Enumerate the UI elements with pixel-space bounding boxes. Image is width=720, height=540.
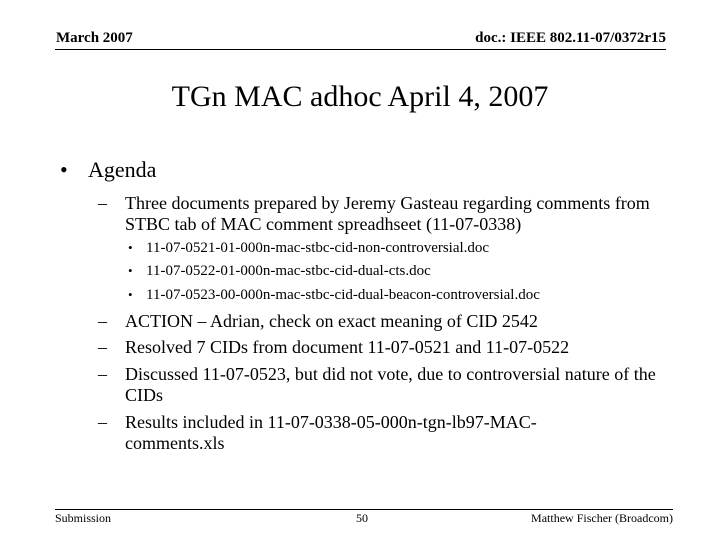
agenda-item-text: ACTION – Adrian, check on exact meaning of CID 2542 xyxy=(125,311,538,331)
header-divider xyxy=(55,49,666,50)
bullet-icon: • xyxy=(128,287,133,302)
slide-title: TGn MAC adhoc April 4, 2007 xyxy=(171,80,549,113)
footer-submission: Submission xyxy=(55,511,112,525)
dash-icon: – xyxy=(98,311,107,331)
agenda-item-text: Resolved 7 CIDs from document 11-07-0521 and 11-07-0522 xyxy=(125,337,570,357)
agenda-item-text: Discussed 11-07-0523, but did not vote, due to controversial nature of the CIDs xyxy=(125,364,656,405)
bullet-icon: • xyxy=(128,263,133,278)
dash-icon: – xyxy=(98,364,107,384)
header-date: March 2007 xyxy=(56,30,133,46)
page-number: 50 xyxy=(356,511,368,525)
dash-icon: – xyxy=(98,193,107,213)
bullet-icon: • xyxy=(60,157,68,182)
footer-author: Matthew Fischer (Broadcom) xyxy=(531,511,673,525)
document-name: 11-07-0522-01-000n-mac-stbc-cid-dual-cts.doc xyxy=(146,263,431,279)
bullet-icon: • xyxy=(128,240,133,255)
document-name: 11-07-0523-00-000n-mac-stbc-cid-dual-beacon-controversial.doc xyxy=(146,287,540,303)
agenda-item-text: Results included in 11-07-0338-05-000n-tgn-lb97-MAC-comments.xls xyxy=(125,412,537,453)
header-doc-id: doc.: IEEE 802.11-07/0372r15 xyxy=(475,30,666,46)
agenda-label: Agenda xyxy=(88,157,157,182)
agenda-item-text: Three documents prepared by Jeremy Gasteau regarding comments from STBC tab of MAC comment spreadhseet (11-07-0338) xyxy=(125,193,650,234)
dash-icon: – xyxy=(98,412,107,432)
footer-divider xyxy=(55,509,673,510)
dash-icon: – xyxy=(98,337,107,357)
document-name: 11-07-0521-01-000n-mac-stbc-cid-non-controversial.doc xyxy=(146,240,490,256)
